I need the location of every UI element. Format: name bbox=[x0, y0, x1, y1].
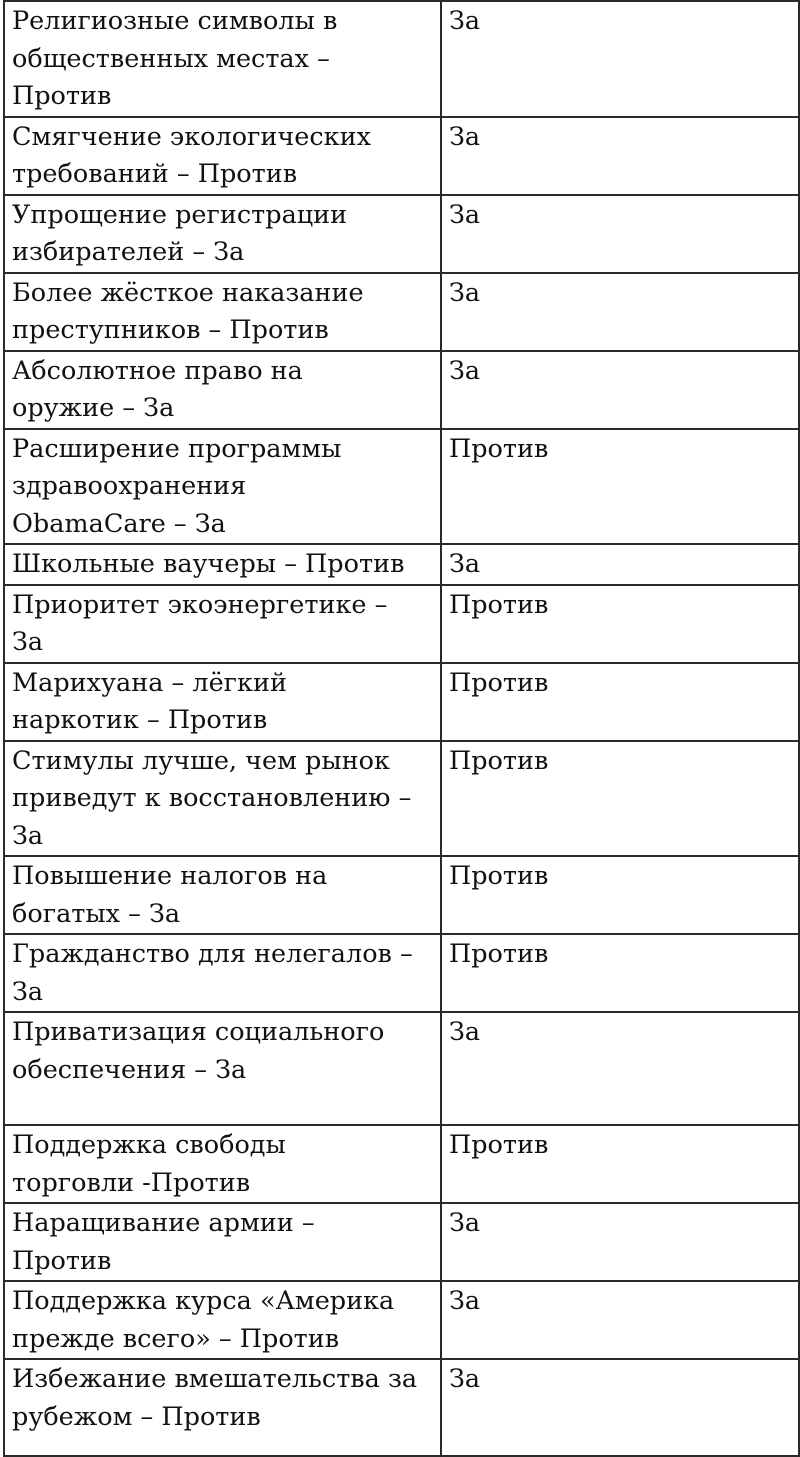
issue-cell bbox=[4, 1359, 441, 1456]
position-text: Против bbox=[449, 433, 549, 464]
issue-text: Религиозные символы в общественных местах – Против bbox=[12, 6, 338, 111]
table-row bbox=[4, 351, 799, 429]
table-row bbox=[4, 585, 799, 663]
issue-cell bbox=[4, 1, 441, 117]
positions-table bbox=[3, 0, 800, 1457]
position-text: Против bbox=[449, 589, 549, 620]
position-cell bbox=[441, 1203, 799, 1281]
position-text: Против bbox=[449, 1130, 549, 1160]
table-row bbox=[4, 856, 799, 934]
issue-text: Приватизация социального обеспечения – За bbox=[12, 1017, 385, 1085]
position-text: За bbox=[449, 6, 481, 36]
issue-cell bbox=[4, 1012, 441, 1125]
position-cell bbox=[441, 663, 799, 741]
issue-cell bbox=[4, 663, 441, 741]
position-text: За bbox=[449, 1017, 481, 1047]
issue-cell bbox=[4, 741, 441, 857]
table-row bbox=[4, 741, 799, 857]
position-text: За bbox=[449, 355, 481, 386]
table-row bbox=[4, 1203, 799, 1281]
issue-text: Школьные ваучеры – Против bbox=[12, 549, 405, 579]
position-cell bbox=[441, 351, 799, 429]
position-cell bbox=[441, 1281, 799, 1359]
issue-cell bbox=[4, 117, 441, 195]
position-text: Против bbox=[449, 939, 549, 969]
position-cell bbox=[441, 544, 799, 585]
issue-cell bbox=[4, 195, 441, 273]
issue-text: Наращивание армии – Против bbox=[12, 1208, 315, 1276]
position-cell bbox=[441, 117, 799, 195]
table-row bbox=[4, 273, 799, 351]
issue-text: Повышение налогов на богатых – За bbox=[12, 861, 328, 929]
issue-text: Смягчение экологических требований – Против bbox=[12, 121, 371, 189]
table-row bbox=[4, 117, 799, 195]
issue-text: Расширение программы здравоохранения ObamaCare – За bbox=[12, 433, 342, 539]
table-row bbox=[4, 429, 799, 545]
table-row bbox=[4, 1125, 799, 1203]
issue-text: Марихуана – лёгкий наркотик – Против bbox=[12, 667, 287, 735]
position-cell bbox=[441, 856, 799, 934]
table-row bbox=[4, 1012, 799, 1125]
issue-cell bbox=[4, 1203, 441, 1281]
issue-text: Приоритет экоэнергетике – За bbox=[12, 589, 388, 657]
issue-cell bbox=[4, 585, 441, 663]
table-row bbox=[4, 663, 799, 741]
issue-cell bbox=[4, 1281, 441, 1359]
position-text: За bbox=[449, 121, 481, 152]
position-text: Против bbox=[449, 861, 549, 891]
issue-text: Гражданство для нелегалов – За bbox=[12, 939, 413, 1007]
issue-text: Более жёсткое наказание преступников – Против bbox=[12, 277, 364, 345]
issue-cell bbox=[4, 273, 441, 351]
position-cell bbox=[441, 1125, 799, 1203]
position-text: Против bbox=[449, 745, 549, 776]
issue-cell bbox=[4, 934, 441, 1012]
table-row bbox=[4, 1359, 799, 1456]
position-cell bbox=[441, 1359, 799, 1456]
issue-cell bbox=[4, 429, 441, 545]
issue-cell bbox=[4, 351, 441, 429]
table-row bbox=[4, 195, 799, 273]
issue-cell bbox=[4, 856, 441, 934]
position-cell bbox=[441, 1, 799, 117]
table-row bbox=[4, 1, 799, 117]
position-cell bbox=[441, 1012, 799, 1125]
position-cell bbox=[441, 429, 799, 545]
position-text: За bbox=[449, 1364, 481, 1394]
position-cell bbox=[441, 934, 799, 1012]
issue-text: Упрощение регистрации избирателей – За bbox=[12, 199, 348, 267]
issue-cell bbox=[4, 1125, 441, 1203]
issue-text: Поддержка свободы торговли -Против bbox=[12, 1130, 286, 1198]
position-cell bbox=[441, 585, 799, 663]
position-text: Против bbox=[449, 667, 549, 698]
issue-text: Избежание вмешательства за рубежом – Против bbox=[12, 1364, 418, 1432]
position-text: За bbox=[449, 277, 481, 308]
position-text: За bbox=[449, 199, 481, 230]
position-cell bbox=[441, 195, 799, 273]
issue-text: Поддержка курса «Америка прежде всего» – Против bbox=[12, 1286, 395, 1354]
position-cell bbox=[441, 273, 799, 351]
issue-cell bbox=[4, 544, 441, 585]
position-text: За bbox=[449, 1286, 481, 1316]
position-text: За bbox=[449, 549, 481, 579]
position-text: За bbox=[449, 1208, 481, 1238]
table-row bbox=[4, 1281, 799, 1359]
table-row bbox=[4, 934, 799, 1012]
position-cell bbox=[441, 741, 799, 857]
issue-text: Абсолютное право на оружие – За bbox=[12, 355, 303, 423]
issue-text: Стимулы лучше, чем рынок приведут к восстановлению – За bbox=[12, 745, 412, 851]
table-row bbox=[4, 544, 799, 585]
